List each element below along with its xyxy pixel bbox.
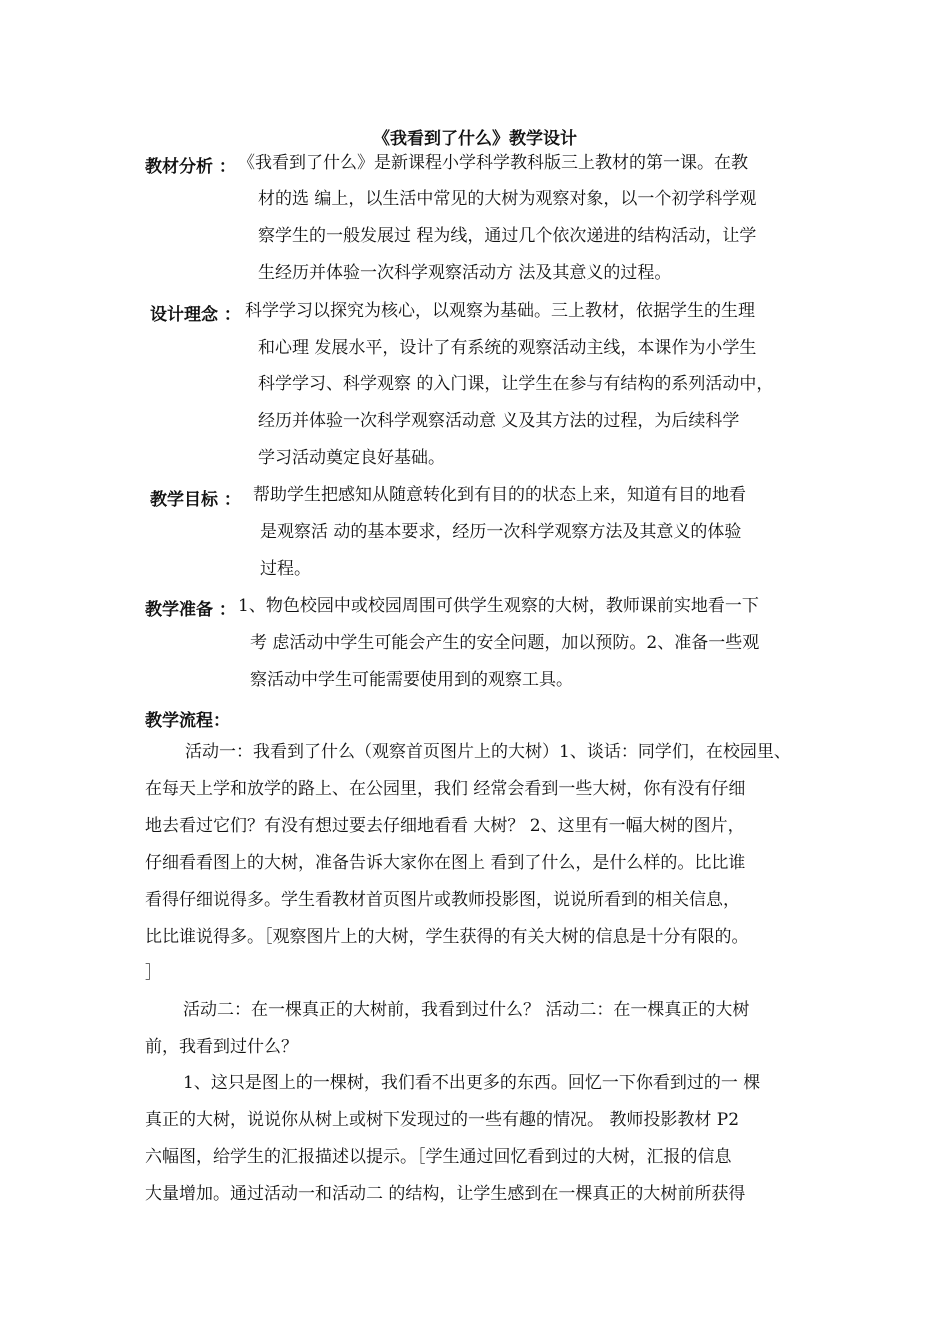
linian-line-2: 和心理 发展水平，设计了有系统的观察活动主线，本课作为小学生 xyxy=(258,338,757,358)
section-label-linian: 设计理念 ： xyxy=(150,305,241,325)
para1-line-2: 在每天上学和放学的路上、在公园里，我们 经常会看到一些大树，你有没有仔细 xyxy=(145,779,746,799)
para2-line-1: 活动二：在一棵真正的大树前，我看到过什么？ 活动二：在一棵真正的大树 xyxy=(183,1000,750,1020)
linian-line-5: 学习活动奠定良好基础。 xyxy=(258,448,445,468)
jiaocai-line-1: 《我看到了什么》是新课程小学科学教科版三上教材的第一课。在教 xyxy=(238,153,748,173)
mubiao-line-1: 帮助学生把感知从随意转化到有目的的状态上来，知道有目的地看 xyxy=(253,485,746,505)
para1-line-7: ］ xyxy=(145,963,162,983)
section-label-jiaocai: 教材分析 ： xyxy=(145,157,236,177)
jiaocai-line-4: 生经历并体验一次科学观察活动方 法及其意义的过程。 xyxy=(258,263,672,283)
linian-line-4: 经历并体验一次科学观察活动意 义及其方法的过程，为后续科学 xyxy=(258,411,740,431)
zhunbei-line-3: 察活动中学生可能需要使用到的观察工具。 xyxy=(250,670,573,690)
linian-line-1: 科学学习以探究为核心，以观察为基础。三上教材，依据学生的生理 xyxy=(245,301,755,321)
section-label-liucheng: 教学流程： xyxy=(145,711,230,731)
jiaocai-line-2: 材的选 编上，以生活中常见的大树为观察对象，以一个初学科学观 xyxy=(258,189,757,209)
linian-line-3: 科学学习、科学观察 的入门课，让学生在参与有结构的系列活动中， xyxy=(258,374,774,394)
page-title: 《我看到了什么》教学设计 xyxy=(373,129,577,149)
para1-line-5: 看得仔细说得多。学生看教材首页图片或教师投影图，说说所看到的相关信息， xyxy=(145,890,740,910)
para3-line-2: 真正的大树，说说你从树上或树下发现过的一些有趣的情况。 教师投影教材 P2 xyxy=(145,1110,740,1130)
mubiao-line-2: 是观察活 动的基本要求，经历一次科学观察方法及其意义的体验 xyxy=(260,522,742,542)
para1-line-4: 仔细看看图上的大树，准备告诉大家你在图上 看到了什么，是什么样的。比比谁 xyxy=(145,853,746,873)
mubiao-line-3: 过程。 xyxy=(260,559,311,579)
para3-line-4: 大量增加。通过活动一和活动二 的结构，让学生感到在一棵真正的大树前所获得 xyxy=(145,1184,746,1204)
para3-line-1: 1、这只是图上的一棵树，我们看不出更多的东西。回忆一下你看到过的一 棵 xyxy=(183,1073,761,1093)
jiaocai-line-3: 察学生的一般发展过 程为线，通过几个依次递进的结构活动，让学 xyxy=(258,226,757,246)
section-label-mubiao: 教学目标 ： xyxy=(150,490,241,510)
para3-line-3: 六幅图，给学生的汇报描述以提示。［学生通过回忆看到过的大树，汇报的信息 xyxy=(145,1147,732,1167)
para1-line-3: 地去看过它们？有没有想过要去仔细地看看 大树？ 2、这里有一幅大树的图片， xyxy=(145,816,745,836)
section-label-zhunbei: 教学准备 ： xyxy=(145,600,236,620)
zhunbei-line-1: 1、物色校园中或校园周围可供学生观察的大树，教师课前实地看一下 xyxy=(238,596,759,616)
para2-line-2: 前，我看到过什么？ xyxy=(145,1037,298,1057)
zhunbei-line-2: 考 虑活动中学生可能会产生的安全问题，加以预防。2、准备一些观 xyxy=(250,633,760,653)
para1-line-6: 比比谁说得多。［观察图片上的大树，学生获得的有关大树的信息是十分有限的。 xyxy=(145,927,749,947)
para1-line-1: 活动一：我看到了什么（观察首页图片上的大树）1、谈话：同学们，在校园里、 xyxy=(185,742,791,762)
